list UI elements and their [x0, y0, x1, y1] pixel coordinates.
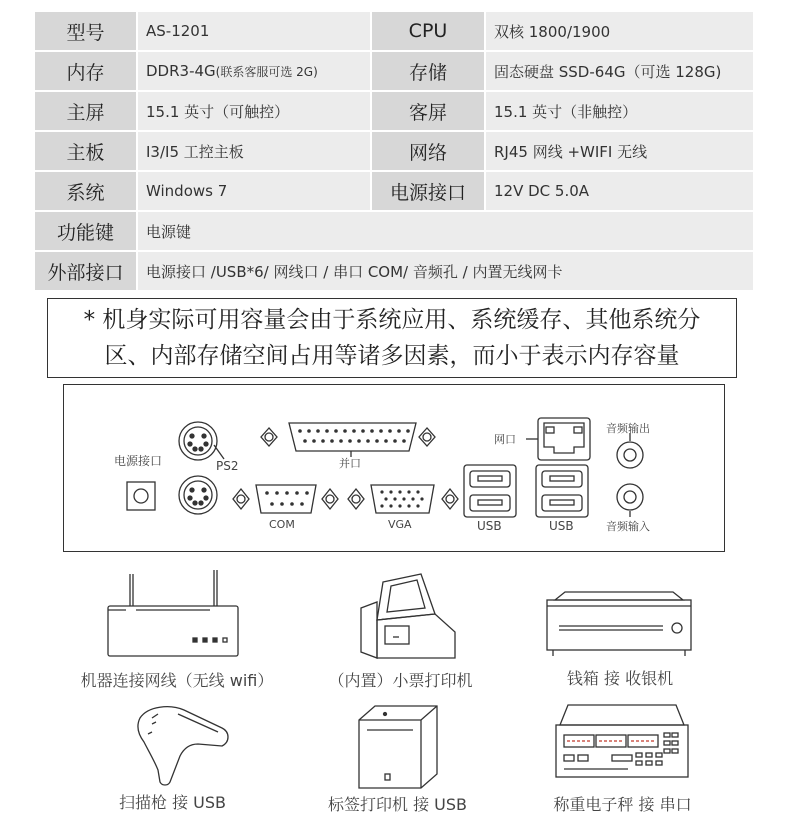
spec-value-note: (联系客服可选 2G): [215, 64, 318, 79]
receipt-printer-icon: [355, 572, 465, 664]
router-icon: [100, 568, 250, 660]
electronic-scale-icon: [552, 703, 692, 783]
spec-row: [35, 12, 753, 50]
spec-row: [35, 132, 753, 170]
spec-table: [35, 12, 753, 292]
spec-label: 内存: [35, 52, 136, 90]
parallel-label: 并口: [339, 457, 361, 470]
vga-label: VGA: [388, 518, 412, 531]
spec-value: Windows 7: [138, 172, 370, 210]
spec-value: 12V DC 5.0A: [486, 172, 753, 210]
spec-label: 型号: [35, 12, 136, 50]
printer-caption: （内置）小票打印机: [328, 671, 473, 690]
spec-label: 存储: [372, 52, 484, 90]
spec-row: [35, 212, 753, 250]
spec-value: I3/I5 工控主板: [138, 132, 370, 170]
ps2-label: PS2: [216, 459, 239, 473]
spec-value: 双核 1800/1900: [486, 12, 753, 50]
audio-jack-icon: [617, 484, 643, 517]
spec-row: [35, 172, 753, 210]
spec-label: CPU: [372, 12, 484, 50]
note-line-2: 区、内部存储空间占用等诸多因素，而小于表示内存容量: [104, 343, 680, 369]
label-printer-caption: 标签打印机 接 USB: [327, 795, 468, 814]
spec-label: 电源接口: [372, 172, 484, 210]
spec-label: 功能键: [35, 212, 136, 250]
usb-port-icon: [536, 465, 588, 517]
com-label: COM: [269, 518, 295, 531]
spec-label: 外部接口: [35, 252, 136, 290]
spec-value: [138, 52, 370, 90]
spec-label: 主板: [35, 132, 136, 170]
cashbox-caption: 钱箱 接 收银机: [566, 669, 674, 688]
spec-value: AS-1201: [138, 12, 370, 50]
spec-row: [35, 92, 753, 130]
ethernet-label: 网口: [494, 433, 516, 446]
spec-value: 电源键: [138, 212, 753, 250]
cash-drawer-icon: [545, 590, 695, 658]
parallel-port-icon: [261, 423, 435, 457]
com-port-icon: [233, 485, 338, 513]
spec-row: [35, 252, 753, 290]
power-port-label: 电源接口: [114, 454, 163, 468]
audio-jack-icon: [617, 433, 643, 468]
barcode-scanner-icon: [118, 700, 238, 788]
spec-value: 固态硬盘 SSD-64G（可选 128G): [486, 52, 753, 90]
power-port-icon: [127, 482, 155, 510]
spec-value: 15.1 英寸（可触控）: [138, 92, 370, 130]
rear-port-panel: [63, 384, 725, 552]
spec-label: 客屏: [372, 92, 484, 130]
audio-out-label: 音频输出: [606, 422, 650, 435]
spec-value: 15.1 英寸（非触控）: [486, 92, 753, 130]
spec-row: [35, 52, 753, 90]
capacity-note: [47, 298, 737, 378]
usb-label: USB: [477, 519, 502, 533]
spec-value: RJ45 网线 +WIFI 无线: [486, 132, 753, 170]
spec-label: 系统: [35, 172, 136, 210]
ethernet-port-icon: [526, 418, 590, 460]
spec-value-main: DDR3-4G: [146, 62, 216, 80]
usb-label: USB: [549, 519, 574, 533]
scale-caption: 称重电子秤 接 串口: [553, 795, 692, 814]
note-line-1: * 机身实际可用容量会由于系统应用、系统缓存、其他系统分: [83, 307, 701, 333]
spec-value: 电源接口 /USB*6/ 网线口 / 串口 COM/ 音频孔 / 内置无线网卡: [138, 252, 753, 290]
audio-in-label: 音频输入: [606, 520, 650, 533]
router-caption: 机器连接网线（无线 wifi）: [80, 671, 274, 690]
label-printer-icon: [355, 700, 445, 790]
spec-label: 主屏: [35, 92, 136, 130]
usb-port-icon: [464, 465, 516, 517]
spec-label: 网络: [372, 132, 484, 170]
scanner-caption: 扫描枪 接 USB: [118, 793, 227, 812]
vga-port-icon: [348, 485, 458, 513]
